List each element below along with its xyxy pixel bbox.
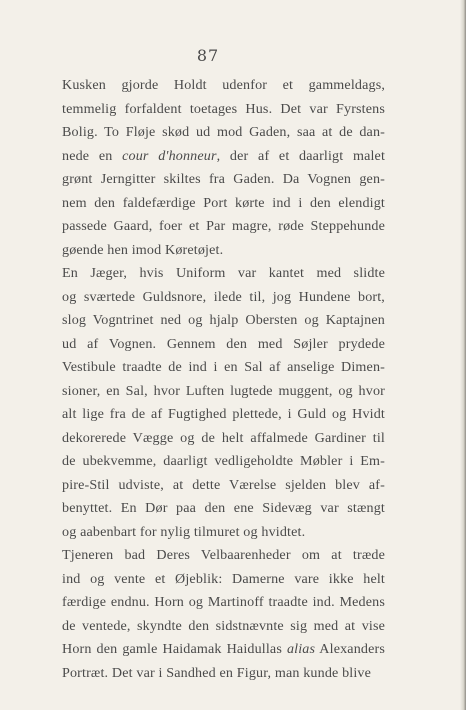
text-line: og aabenbart for nylig tilmuret og hvidtet. <box>62 523 306 540</box>
italic-phrase: cour d'honneur <box>122 147 217 164</box>
text-line: nem den faldefærdige Port kørte ind i den elendigt <box>62 194 385 211</box>
text-line: ud af Vognen. Gennem den med Søjler prydede <box>62 335 385 352</box>
text-segment: nede en <box>62 147 123 164</box>
text-segment: , der af et daarligt malet <box>216 147 385 164</box>
text-line: og sværtede Guldsnore, ilede til, jog Hundene bort, <box>62 288 385 305</box>
text-line: de ubekvemme, daarligt vedligeholdte Møbler i Em- <box>62 453 385 469</box>
body-text <box>62 74 385 685</box>
paragraph <box>62 74 385 262</box>
paragraph <box>62 262 385 544</box>
text-line: slog Vogntrinet ned og hjalp Obersten og Kaptajnen <box>62 312 385 328</box>
text-line <box>62 638 385 662</box>
text-line: Portræt. Det var i Sandhed en Figur, man kunde blive <box>62 664 372 681</box>
italic-phrase: alias <box>286 641 316 657</box>
text-line: Bolig. To Fløje skød ud mod Gaden, saa at de dan- <box>62 124 385 140</box>
page-edge <box>460 0 466 710</box>
text-line: grønt Jerngitter skiltes fra Gaden. Da Vognen gen- <box>62 171 385 187</box>
text-line: sioner, en Sal, hvor Luften lugtede muggent, og hvor <box>62 382 385 399</box>
text-line: Kusken gjorde Holdt udenfor et gammeldags, <box>62 77 385 93</box>
text-line: passede Gaard, foer et Par magre, røde Steppehunde <box>62 218 385 234</box>
text-line: gøende hen imod Køretøjet. <box>62 241 224 258</box>
text-line: benyttet. En Dør paa den ene Sidevæg var stængt <box>62 500 385 516</box>
text-line <box>62 145 385 169</box>
text-line: Tjeneren bad Deres Velbaarenheder om at træde <box>62 547 385 563</box>
text-line: temmelig forfaldent toetages Hus. Det var Fyrstens <box>62 100 385 117</box>
text-line: En Jæger, hvis Uniform var kantet med slidte <box>62 265 385 281</box>
text-line: færdige endnu. Horn og Martinoff traadte ind. Medens <box>62 594 385 610</box>
text-line: de ventede, skyndte den sidstnævnte sig med at vise <box>62 617 385 634</box>
text-line: ind og vente et Øjeblik: Damerne vare ikke helt <box>62 570 385 587</box>
text-line: dekorerede Vægge og de helt affalmede Gardiner til <box>62 429 385 446</box>
text-line: alt lige fra de af Fugtighed plettede, i Guld og Hvidt <box>62 406 385 422</box>
text-line: Vestibule traadte de ind i en Sal af anselige Dimen- <box>62 359 385 375</box>
page-number: 87 <box>196 46 220 65</box>
text-segment: Horn den gamle Haidamak Haidullas <box>62 641 287 657</box>
paragraph <box>62 544 385 685</box>
text-line: pire-Stil udviste, at dette Værelse sjelden blev af- <box>62 476 385 493</box>
text-segment: Alexanders <box>315 641 385 657</box>
